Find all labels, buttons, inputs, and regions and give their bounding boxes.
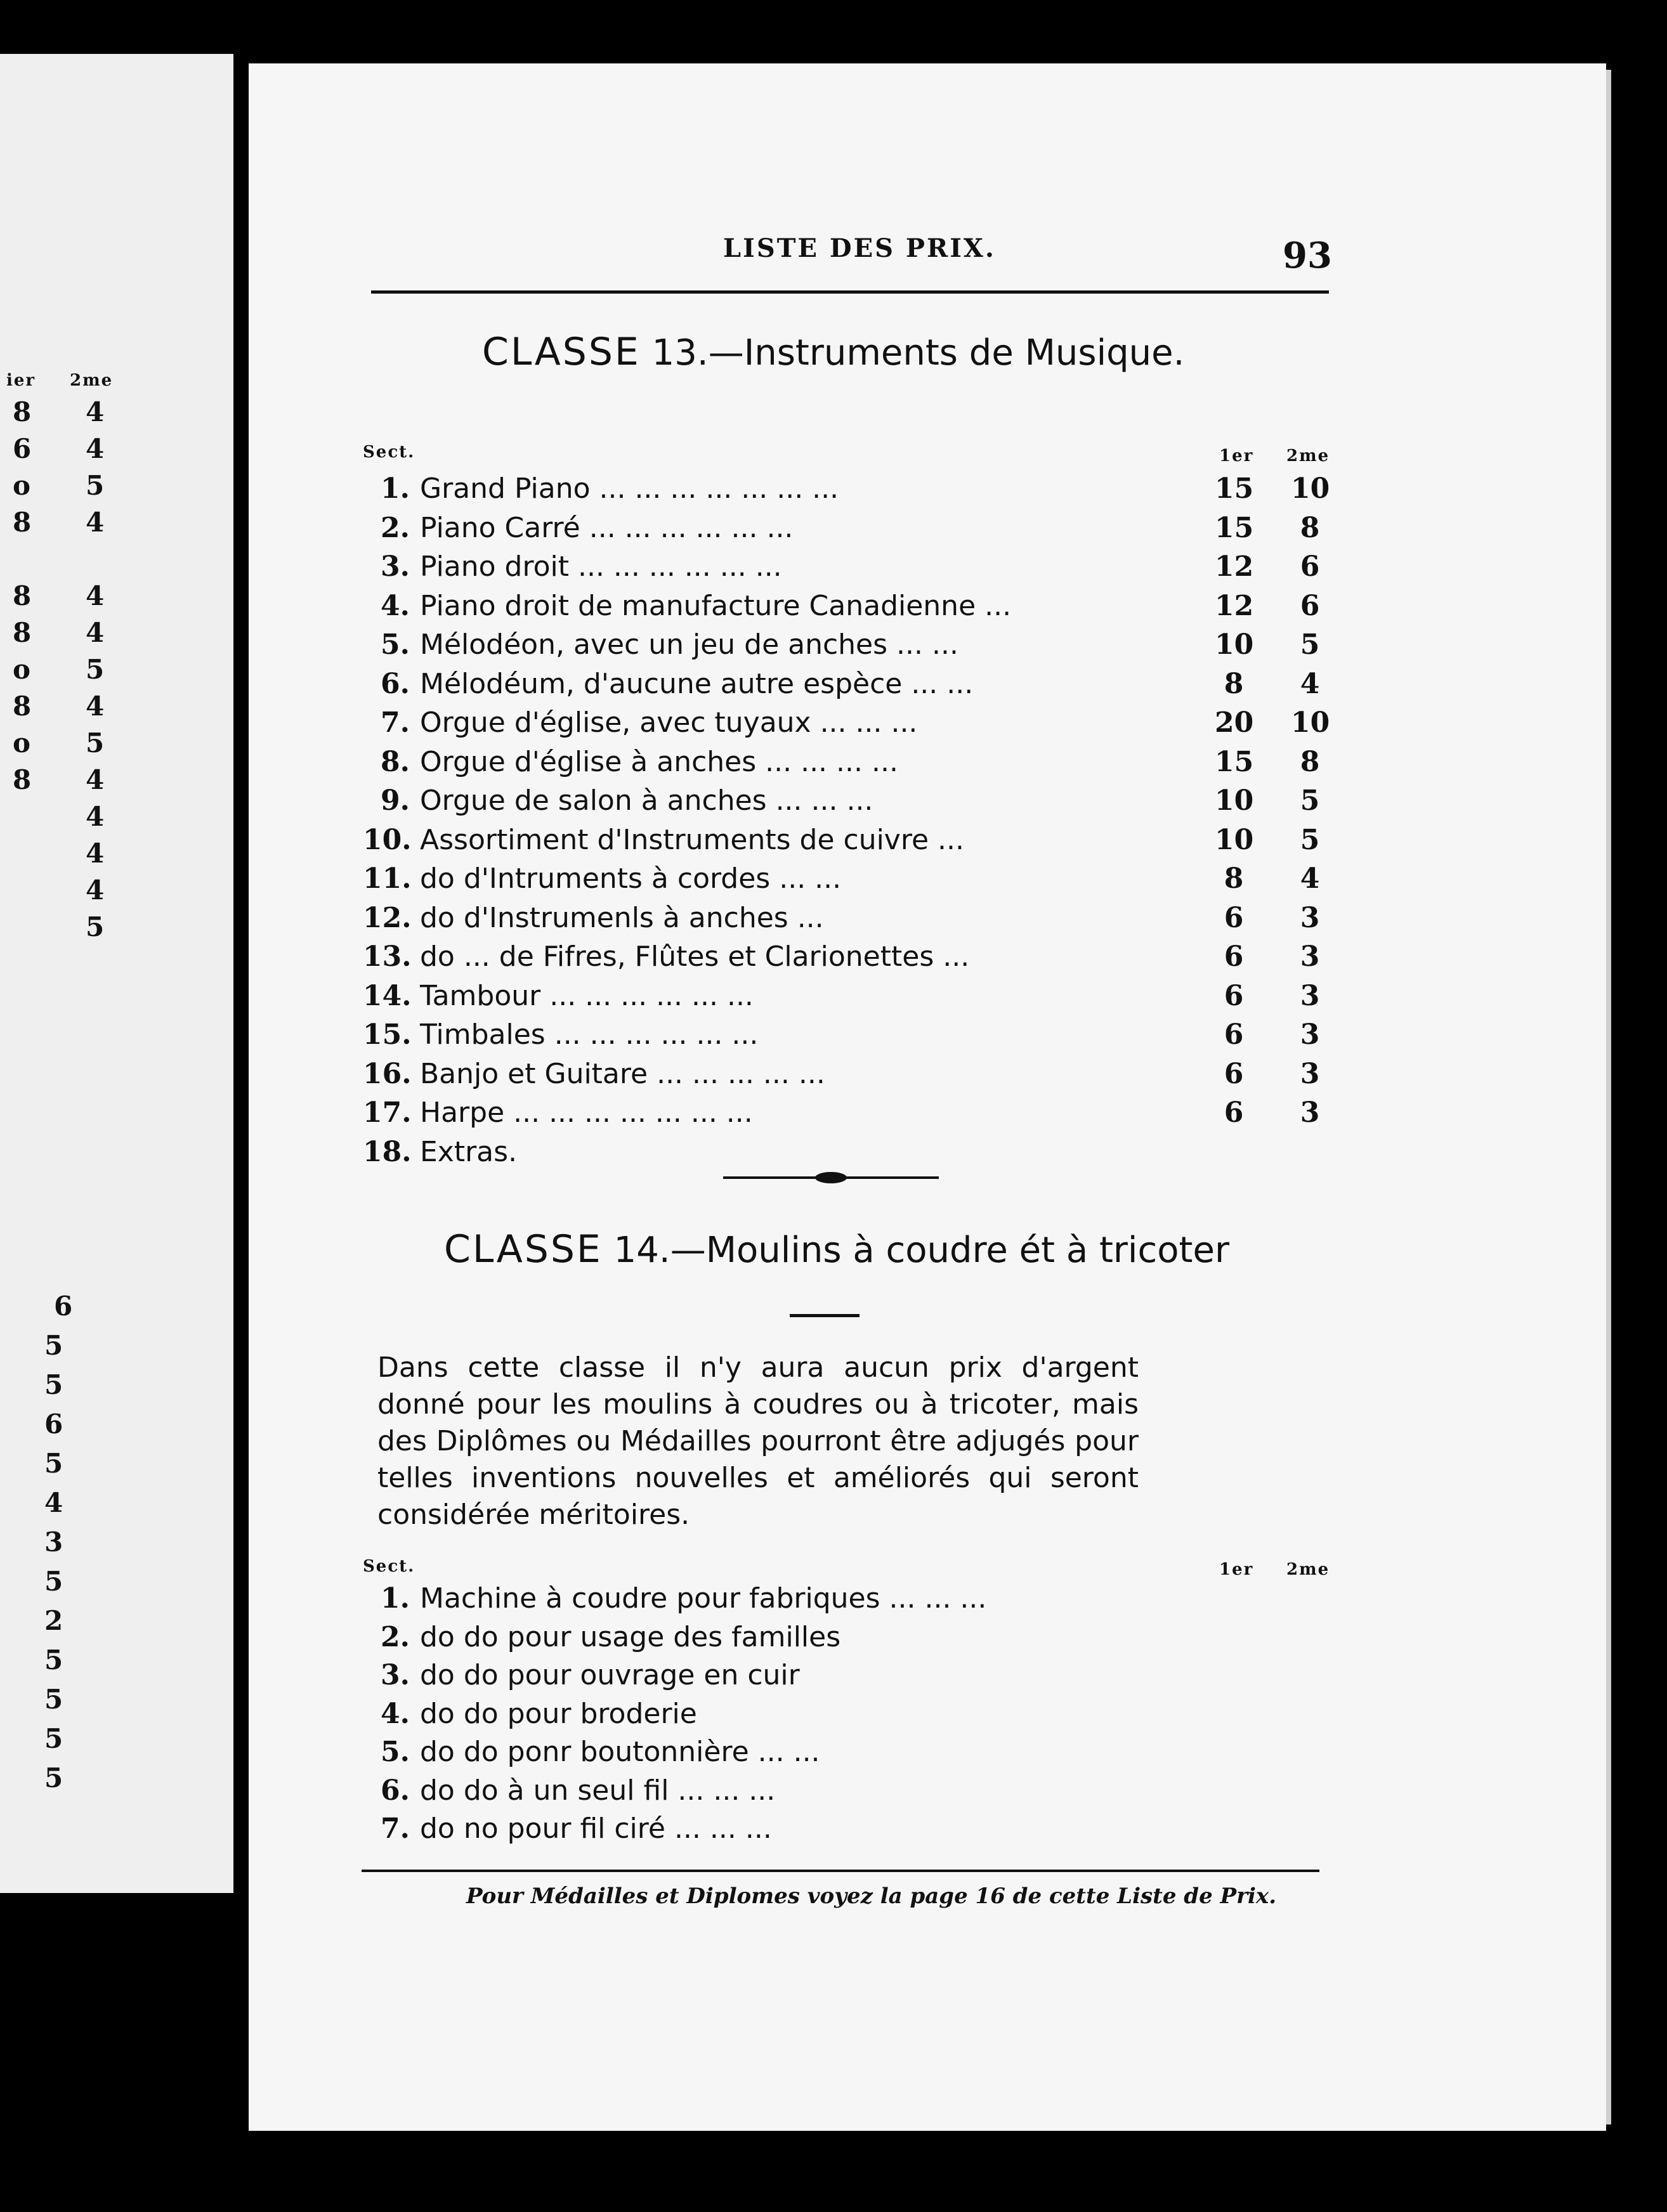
running-header: LISTE DES PRIX.	[723, 233, 996, 263]
section-number: 13.	[363, 940, 412, 973]
section-label: Banjo et Guitare ... ... ... ... ...	[420, 1057, 825, 1090]
left-lower-number: 5	[44, 1448, 63, 1479]
section-label: do do à un seul fil ... ... ...	[420, 1774, 776, 1807]
left-number-b: 4	[86, 764, 105, 795]
left-lower-number: 5	[44, 1723, 63, 1754]
first-prize: 15	[1215, 472, 1254, 505]
second-prize: 5	[1300, 628, 1320, 661]
left-number-b: 5	[86, 911, 105, 942]
left-number-a: 8	[13, 507, 32, 538]
footer-rule	[362, 1870, 1319, 1872]
left-lower-number: 4	[44, 1487, 63, 1518]
second-prize: 8	[1300, 511, 1320, 544]
section-label: Extras.	[420, 1135, 518, 1168]
class14-sect-header: Sect.	[363, 1557, 415, 1576]
section-number: 4.	[381, 1697, 410, 1730]
section-number: 1.	[381, 472, 410, 505]
class13-sect-header: Sect.	[363, 443, 415, 462]
first-prize: 12	[1215, 589, 1254, 622]
section-label: Piano droit ... ... ... ... ... ...	[420, 550, 782, 583]
section-label: Harpe ... ... ... ... ... ... ...	[420, 1096, 753, 1129]
left-number-a: o	[13, 727, 31, 758]
section-label: Tambour ... ... ... ... ... ...	[420, 979, 754, 1012]
first-prize: 10	[1215, 628, 1254, 661]
second-prize: 3	[1300, 1057, 1320, 1090]
class14-paragraph: Dans cette classe il n'y aura aucun prix d'argent donné pour les moulins à coudres ou à tricoter, mais des Diplômes ou Médailles pourront être adjugés pour telles inventions nouvelles et améliorés qui seront considérée méritoires.	[377, 1351, 1139, 1531]
section-label: Mélodéum, d'aucune autre espèce ... ...	[420, 667, 974, 700]
second-prize: 5	[1300, 823, 1320, 856]
footer-note: Pour Médailles et Diplomes voyez la page 16 de cette Liste de Prix.	[466, 1883, 1277, 1909]
section-label: Orgue de salon à anches ... ... ...	[420, 784, 873, 817]
section-label: Machine à coudre pour fabriques ... ... ...	[420, 1582, 987, 1615]
short-divider	[790, 1314, 860, 1317]
section-label: Piano Carré ... ... ... ... ... ...	[420, 511, 794, 544]
second-prize: 5	[1300, 784, 1320, 817]
left-lower-number: 5	[44, 1369, 63, 1400]
first-prize: 6	[1224, 1096, 1244, 1129]
left-number-b: 4	[86, 617, 105, 648]
section-label: do d'Intruments à cordes ... ...	[420, 862, 842, 895]
section-number: 10.	[363, 823, 412, 856]
left-number-b: 4	[86, 580, 105, 611]
left-number-a: o	[13, 654, 31, 685]
section-number: 6.	[381, 667, 410, 700]
ornament-center	[815, 1172, 847, 1183]
facing-page-fragment	[0, 54, 233, 1893]
left-number-b: 5	[86, 654, 105, 685]
section-number: 7.	[381, 1812, 410, 1845]
section-label: do no pour fil ciré ... ... ...	[420, 1812, 772, 1845]
section-label: Timbales ... ... ... ... ... ...	[420, 1018, 759, 1051]
first-prize: 8	[1224, 667, 1244, 700]
left-number-b: 4	[86, 875, 105, 906]
class13-col1-header: 1er	[1219, 446, 1254, 465]
left-lower-number: 5	[44, 1762, 63, 1793]
section-number: 2.	[381, 511, 410, 544]
page-number: 93	[1283, 235, 1332, 276]
section-label: Mélodéon, avec un jeu de anches ... ...	[420, 628, 958, 661]
left-number-a: 8	[13, 396, 32, 427]
left-lower-number: 5	[44, 1644, 63, 1675]
left-number-b: 5	[86, 727, 105, 758]
second-prize: 8	[1300, 745, 1320, 778]
first-prize: 15	[1215, 511, 1254, 544]
section-number: 9.	[381, 784, 410, 817]
first-prize: 6	[1224, 1018, 1244, 1051]
left-lower-number: 3	[44, 1526, 63, 1558]
first-prize: 6	[1224, 901, 1244, 934]
section-label: Orgue d'église à anches ... ... ... ...	[420, 745, 898, 778]
section-number: 15.	[363, 1018, 412, 1051]
first-prize: 20	[1215, 706, 1254, 739]
left-number-a: 8	[13, 691, 32, 722]
section-number: 8.	[381, 745, 410, 778]
left-col-header-2: 2me	[70, 371, 114, 390]
second-prize: 3	[1300, 1096, 1320, 1129]
second-prize: 10	[1291, 706, 1330, 739]
section-label: do do pour broderie	[420, 1697, 697, 1730]
section-label: Assortiment d'Instruments de cuivre ...	[420, 823, 964, 856]
section-number: 5.	[381, 628, 410, 661]
first-prize: 6	[1224, 940, 1244, 973]
first-prize: 12	[1215, 550, 1254, 583]
class14-col2-header: 2me	[1286, 1560, 1330, 1579]
left-number-b: 4	[86, 691, 105, 722]
section-number: 2.	[381, 1620, 410, 1653]
second-prize: 4	[1300, 862, 1320, 895]
section-number: 3.	[381, 550, 410, 583]
section-label: do ... de Fifres, Flûtes et Clarionettes ...	[420, 940, 970, 973]
second-prize: 6	[1300, 589, 1320, 622]
second-prize: 3	[1300, 1018, 1320, 1051]
section-number: 6.	[381, 1774, 410, 1807]
second-prize: 10	[1291, 472, 1330, 505]
section-number: 14.	[363, 979, 412, 1012]
section-label: do d'Instrumenls à anches ...	[420, 901, 824, 934]
left-number-a: 6	[13, 433, 32, 464]
header-rule	[371, 290, 1329, 294]
first-prize: 10	[1215, 784, 1254, 817]
left-lower-number: 5	[44, 1566, 63, 1597]
left-number-a: 8	[13, 764, 32, 795]
section-number: 7.	[381, 706, 410, 739]
section-number: 4.	[381, 589, 410, 622]
section-label: Grand Piano ... ... ... ... ... ... ...	[420, 472, 839, 505]
section-number: 12.	[363, 901, 412, 934]
left-number-b: 5	[86, 470, 105, 501]
section-label: do do pour usage des familles	[420, 1620, 841, 1653]
first-prize: 6	[1224, 1057, 1244, 1090]
left-number-b: 4	[86, 433, 105, 464]
left-lower-number: 2	[44, 1605, 63, 1636]
left-lower-number: 5	[44, 1684, 63, 1715]
section-label: Piano droit de manufacture Canadienne ...	[420, 589, 1012, 622]
first-prize: 8	[1224, 862, 1244, 895]
second-prize: 4	[1300, 667, 1320, 700]
section-number: 18.	[363, 1135, 412, 1168]
class13-title: CLASSE 13.—Instruments de Musique.	[482, 330, 1185, 374]
left-number-a: 8	[13, 580, 32, 611]
section-label: do do pour ouvrage en cuir	[420, 1659, 800, 1691]
section-number: 16.	[363, 1057, 412, 1090]
second-prize: 6	[1300, 550, 1320, 583]
section-number: 3.	[381, 1659, 410, 1691]
first-prize: 6	[1224, 979, 1244, 1012]
left-lower-number: 6	[44, 1409, 63, 1440]
second-prize: 3	[1300, 940, 1320, 973]
section-number: 17.	[363, 1096, 412, 1129]
left-number-a: o	[13, 470, 31, 501]
first-prize: 10	[1215, 823, 1254, 856]
left-number-a: 8	[13, 617, 32, 648]
section-number: 11.	[363, 862, 412, 895]
class13-col2-header: 2me	[1286, 446, 1330, 465]
left-number-b: 4	[86, 838, 105, 869]
left-number-b: 4	[86, 801, 105, 832]
left-number-b: 4	[86, 507, 105, 538]
first-prize: 15	[1215, 745, 1254, 778]
left-lower-number: 5	[44, 1330, 63, 1361]
class14-title: CLASSE 14.—Moulins à coudre ét à tricoter	[444, 1227, 1229, 1272]
second-prize: 3	[1300, 979, 1320, 1012]
section-number: 5.	[381, 1736, 410, 1768]
left-lower-number: 6	[54, 1291, 73, 1322]
section-label: do do ponr boutonnière ... ...	[420, 1736, 820, 1768]
left-col-header-1: ier	[6, 371, 36, 390]
section-number: 1.	[381, 1582, 410, 1615]
class14-col1-header: 1er	[1219, 1560, 1254, 1579]
section-label: Orgue d'église, avec tuyaux ... ... ...	[420, 706, 918, 739]
left-number-b: 4	[86, 396, 105, 427]
second-prize: 3	[1300, 901, 1320, 934]
